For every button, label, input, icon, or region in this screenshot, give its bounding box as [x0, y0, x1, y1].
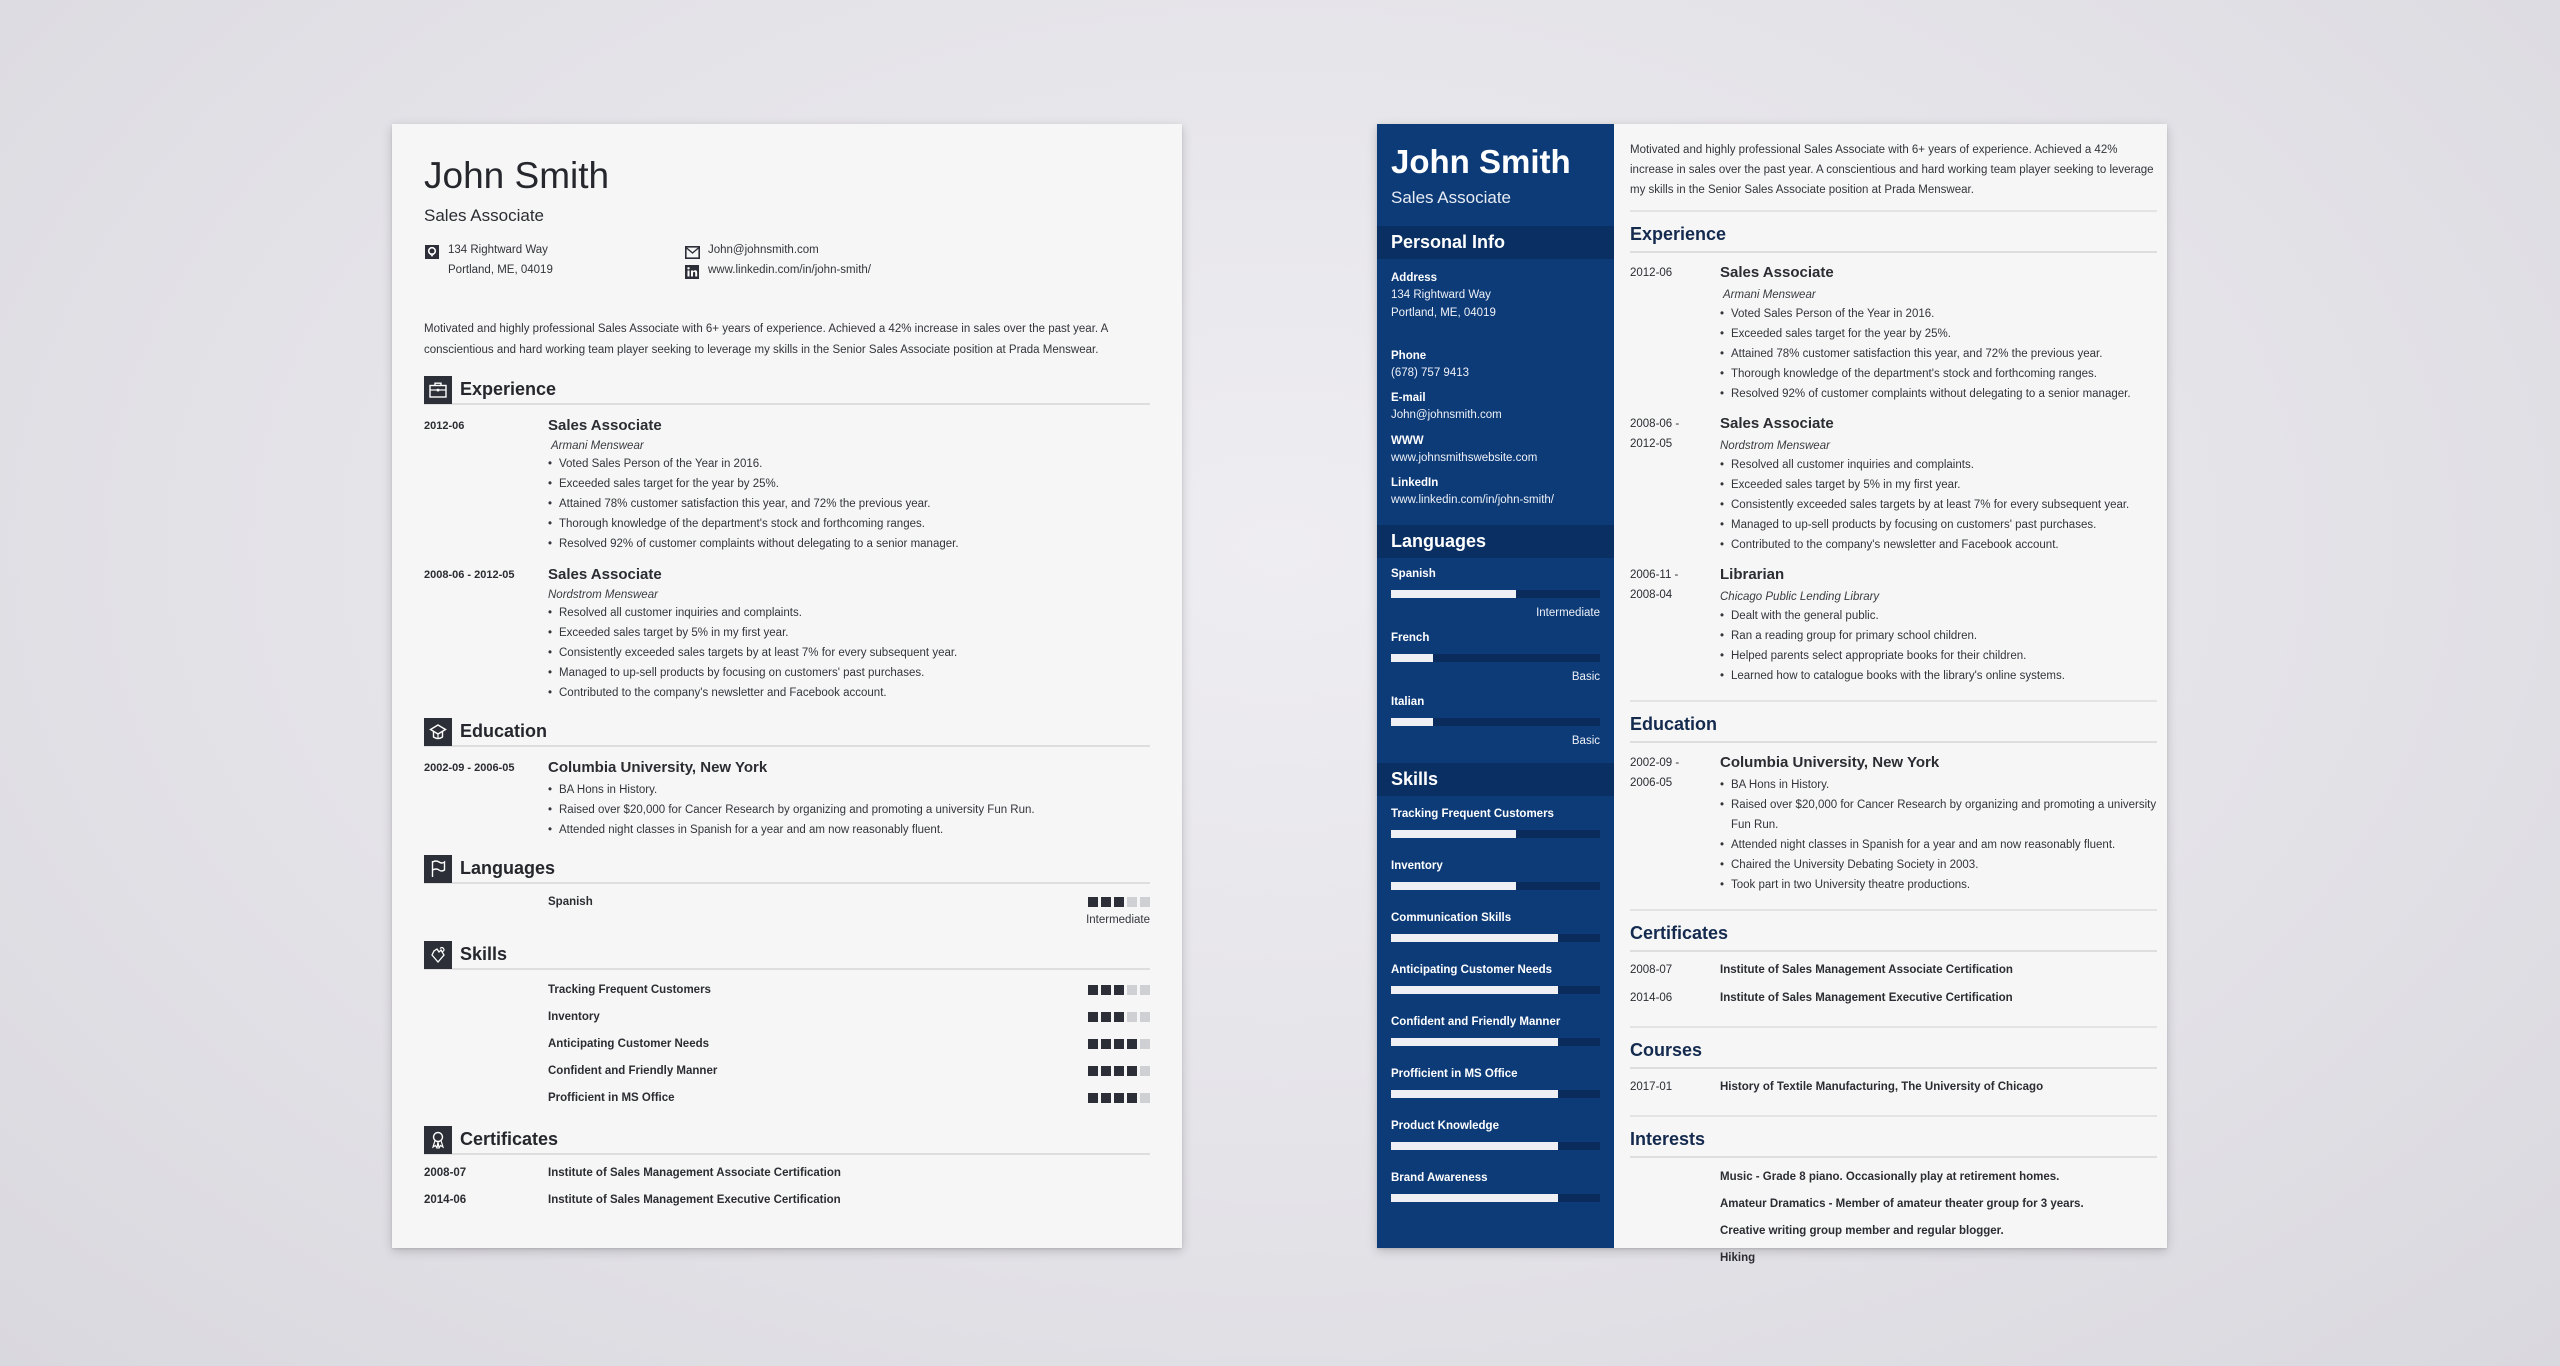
skill-item [1377, 1172, 1614, 1202]
contact-info [424, 244, 1150, 284]
skill-item [1377, 860, 1614, 890]
skill-name: Product Knowledge [1391, 1119, 1499, 1132]
skill-progress-bar [1391, 1194, 1600, 1202]
language-progress-bar [1391, 654, 1600, 662]
resume-name: John Smith [1391, 143, 1571, 180]
bullet: • Chaired the University Debating Society in 2003. [1720, 855, 2157, 875]
bullet: • Helped parents select appropriate books for their children. [1720, 646, 2157, 666]
sidebar-heading-skills: Skills [1377, 763, 1614, 796]
skill-name: Confident and Friendly Manner [548, 1064, 718, 1077]
section-experience [424, 375, 1150, 703]
skill-progress-bar [1391, 1090, 1600, 1098]
skill-name: Inventory [548, 1010, 600, 1023]
bullet: • Ran a reading group for primary school children. [1720, 626, 2157, 646]
certificate-date: 2008-07 [424, 1166, 467, 1179]
entry-org: Nordstrom Menswear [1720, 440, 1830, 452]
skill-name: Confident and Friendly Manner [1391, 1015, 1561, 1028]
interest-item: Hiking [1720, 1252, 1756, 1264]
sidebar-heading-languages: Languages [1377, 525, 1614, 558]
bullet: • Dealt with the general public. [1720, 606, 2157, 626]
certificate-name: Institute of Sales Management Executive Certification [548, 1193, 841, 1206]
section-title: Skills [460, 943, 508, 964]
language-name: Spanish [548, 896, 593, 909]
bullet: • Thorough knowledge of the department's stock and forthcoming ranges. [548, 514, 1150, 534]
language-name: French [1391, 631, 1430, 644]
certificate-item [1630, 984, 2157, 1012]
rating-4-of-5 [1088, 1093, 1150, 1103]
bullet: • Resolved all customer inquiries and complaints. [548, 603, 1150, 623]
address-line-2: Portland, ME, 04019 [448, 264, 553, 277]
skill-progress-bar [1391, 1038, 1600, 1046]
certificate-name: Institute of Sales Management Executive Certification [1720, 992, 2013, 1004]
www-label: WWW [1391, 434, 1424, 447]
skill-item [1377, 912, 1614, 942]
skill-item [1377, 964, 1614, 994]
entry-date: 2012-06 [424, 420, 465, 433]
skill-name: Tracking Frequent Customers [548, 983, 711, 996]
summary: Motivated and highly professional Sales Associate with 6+ years of experience. Achieved a 42% increase in sales over the past year. A conscientious and hard working team player seeking to leverage my skills in the Senior Sales Associate position at Prada Menswear. [1630, 144, 2154, 196]
skill-progress-bar [1391, 934, 1600, 942]
section-skills [424, 940, 1150, 1111]
interest-item: Creative writing group member and regular blogger. [1720, 1225, 2004, 1237]
skill-name: Tracking Frequent Customers [1391, 807, 1554, 820]
section-title-courses: Courses [1630, 1026, 2157, 1069]
education-entry [424, 759, 1150, 840]
skill-name: Inventory [1391, 859, 1443, 872]
interest-item: Amateur Dramatics - Member of amateur theater group for 3 years. [1720, 1198, 2084, 1210]
entry-org: Armani Menswear [1723, 289, 1816, 301]
skill-item [424, 976, 1150, 1003]
skill-progress-bar [1391, 986, 1600, 994]
bullet: • Raised over $20,000 for Cancer Research by organizing and promoting a university Fun Run. [1720, 795, 2157, 835]
phone-label: Phone [1391, 349, 1427, 362]
interest-item: Music - Grade 8 piano. Occasionally play at retirement homes. [1720, 1171, 2060, 1183]
bullet: • BA Hons in History. [1720, 775, 2157, 795]
graduation-cap-icon [424, 718, 452, 746]
bullet: • Exceeded sales target by 5% in my first year. [548, 623, 1150, 643]
skill-item [1377, 808, 1614, 838]
entry-date-start: 2008-06 - [1630, 418, 1680, 430]
section-education [424, 717, 1150, 840]
entry-role: Sales Associate [1720, 264, 1834, 281]
sidebar-heading-personal-info: Personal Info [1377, 226, 1614, 259]
entry-school: Columbia University, New York [1720, 754, 1940, 771]
section-title: Experience [460, 378, 557, 399]
entry-org: Nordstrom Menswear [548, 589, 658, 602]
bullet: • Attained 78% customer satisfaction this year, and 72% the previous year. [1720, 344, 2157, 364]
entry-date: 2002-09 - 2006-05 [424, 762, 515, 775]
resume-job-title: Sales Associate [424, 206, 545, 226]
location-pin-icon [424, 244, 440, 260]
skill-name: Profficient in MS Office [1391, 1067, 1518, 1080]
entry-date-end: 2006-05 [1630, 777, 1673, 789]
skill-item [1377, 1120, 1614, 1150]
rating-4-of-5 [1088, 1066, 1150, 1076]
skill-name: Anticipating Customer Needs [1391, 963, 1553, 976]
certificate-item [424, 1186, 1150, 1213]
linkedin-link[interactable]: www.linkedin.com/in/john-smith/ [708, 264, 871, 277]
language-name: Italian [1391, 695, 1425, 708]
language-level: Basic [1571, 670, 1600, 683]
resume-name: John Smith [424, 155, 610, 196]
flag-icon [424, 855, 452, 883]
entry-date: 2008-06 - 2012-05 [424, 569, 515, 582]
bullet: • Managed to up-sell products by focusing on customers' past purchases. [548, 663, 1150, 683]
skill-progress-bar [1391, 830, 1600, 838]
bullet: • Thorough knowledge of the department's stock and forthcoming ranges. [1720, 364, 2157, 384]
rating-3-of-5 [1088, 1012, 1150, 1022]
resume-sidebar [1377, 124, 1614, 1248]
email-link[interactable]: John@johnsmith.com [708, 244, 819, 257]
language-item [424, 892, 1150, 926]
skill-name: Communication Skills [1391, 911, 1512, 924]
language-level: Intermediate [1086, 914, 1150, 927]
skill-progress-bar [1391, 1142, 1600, 1150]
certificate-name: Institute of Sales Management Associate Certification [1720, 964, 2013, 976]
entry-role: Librarian [1720, 566, 1785, 583]
briefcase-icon [424, 376, 452, 404]
section-title-education: Education [1630, 700, 2157, 743]
skill-name: Anticipating Customer Needs [548, 1037, 710, 1050]
certificate-item [1630, 956, 2157, 984]
bullet: • Raised over $20,000 for Cancer Research by organizing and promoting a university Fun Run. [548, 800, 1150, 820]
skill-item [424, 1057, 1150, 1084]
skill-name: Profficient in MS Office [548, 1091, 675, 1104]
bullet: • Exceeded sales target for the year by 25%. [1720, 324, 2157, 344]
section-title-experience: Experience [1630, 210, 2157, 253]
skill-item [424, 1084, 1150, 1111]
entry-date-start: 2012-06 [1630, 267, 1673, 279]
bullet: • Resolved all customer inquiries and complaints. [1720, 455, 2157, 475]
skill-item [1377, 1068, 1614, 1098]
section-title-interests: Interests [1630, 1115, 2157, 1158]
address-line-2: Portland, ME, 04019 [1391, 307, 1496, 320]
experience-entry [424, 566, 1150, 703]
resume-template-sidebar[interactable] [1377, 124, 2167, 1264]
linkedin-icon [684, 264, 700, 280]
phone-value: (678) 757 9413 [1391, 366, 1470, 379]
address-line-1: 134 Rightward Way [1391, 288, 1491, 301]
rating-3-of-5 [1088, 985, 1150, 995]
section-languages [424, 854, 1150, 926]
language-level: Basic [1571, 734, 1600, 747]
linkedin-link[interactable]: www.linkedin.com/in/john-smith/ [1391, 494, 1554, 507]
bullet: • BA Hons in History. [548, 780, 1150, 800]
entry-org: Chicago Public Lending Library [1720, 591, 1880, 603]
linkedin-label: LinkedIn [1391, 477, 1439, 490]
language-level: Intermediate [1536, 606, 1600, 619]
certificate-name: Institute of Sales Management Associate Certification [548, 1166, 841, 1179]
language-item [1377, 632, 1614, 683]
bullet: • Voted Sales Person of the Year in 2016. [548, 454, 1150, 474]
bullet: • Exceeded sales target by 5% in my first year. [1720, 475, 2157, 495]
entry-date-end: 2008-04 [1630, 589, 1673, 601]
experience-entry [1630, 565, 2157, 686]
bullet: • Took part in two University theatre productions. [1720, 875, 2157, 895]
bullet: • Contributed to the company's newsletter and Facebook account. [548, 683, 1150, 703]
resume-job-title: Sales Associate [1391, 187, 1512, 207]
entry-date-start: 2002-09 - [1630, 757, 1680, 769]
skill-item [1377, 1016, 1614, 1046]
bullet: • Contributed to the company's newsletter and Facebook account. [1720, 535, 2157, 555]
email-link[interactable]: John@johnsmith.com [1391, 409, 1502, 422]
bullet: • Attended night classes in Spanish for a year and am now reasonably fluent. [1720, 835, 2157, 855]
entry-org: Armani Menswear [551, 440, 644, 453]
experience-entry [424, 417, 1150, 554]
resume-template-classic[interactable] [392, 124, 1182, 1248]
language-progress-bar [1391, 718, 1600, 726]
summary: Motivated and highly professional Sales Associate with 6+ years of experience. Achieved a 42% increase in sales over the past year. A conscientious and hard working team player seeking to leverage my skills in the Senior Sales Associate position at Prada Menswear. [424, 323, 1108, 357]
entry-date-start: 2006-11 - [1630, 569, 1679, 581]
section-title: Certificates [460, 1128, 559, 1149]
language-item [1377, 696, 1614, 747]
bullet: • Voted Sales Person of the Year in 2016. [1720, 304, 2157, 324]
certificate-item [424, 1159, 1150, 1186]
certificate-date: 2014-06 [424, 1193, 467, 1206]
bullet: • Consistently exceeded sales targets by at least 7% for every subsequent year. [1720, 495, 2157, 515]
skill-item [424, 1030, 1150, 1057]
bullet: • Attended night classes in Spanish for a year and am now reasonably fluent. [548, 820, 1150, 840]
skill-name: Brand Awareness [1391, 1171, 1488, 1184]
rating-4-of-5 [1088, 1039, 1150, 1049]
bullet: • Exceeded sales target for the year by 25%. [548, 474, 1150, 494]
email-label: E-mail [1391, 392, 1426, 405]
bullet: • Resolved 92% of customer complaints without delegating to a senior manager. [1720, 384, 2157, 404]
address-label: Address [1391, 271, 1438, 284]
course-date: 2017-01 [1630, 1081, 1673, 1093]
hand-heart-icon [424, 941, 452, 969]
website-link[interactable]: www.johnsmithswebsite.com [1391, 451, 1538, 464]
bullet: • Managed to up-sell products by focusing on customers' past purchases. [1720, 515, 2157, 535]
award-ribbon-icon [424, 1126, 452, 1154]
rating-3-of-5 [1088, 897, 1150, 907]
entry-date-end: 2012-05 [1630, 438, 1673, 450]
section-title: Education [460, 720, 548, 741]
skill-item [424, 1003, 1150, 1030]
entry-school: Columbia University, New York [548, 759, 768, 777]
language-name: Spanish [1391, 567, 1436, 580]
skill-progress-bar [1391, 882, 1600, 890]
course-item [1630, 1073, 2157, 1101]
certificate-date: 2014-06 [1630, 992, 1673, 1004]
address-line-1: 134 Rightward Way [448, 244, 548, 257]
experience-entry [1630, 263, 2157, 404]
section-title: Languages [460, 857, 556, 878]
section-title-certificates: Certificates [1630, 909, 2157, 952]
language-progress-bar [1391, 590, 1600, 598]
education-entry [1630, 753, 2157, 895]
bullet: • Attained 78% customer satisfaction this year, and 72% the previous year. [548, 494, 1150, 514]
bullet: • Consistently exceeded sales targets by at least 7% for every subsequent year. [548, 643, 1150, 663]
mail-icon [684, 244, 700, 260]
certificate-date: 2008-07 [1630, 964, 1673, 976]
bullet: • Learned how to catalogue books with the library's online systems. [1720, 666, 2157, 686]
experience-entry [1630, 414, 2157, 555]
entry-role: Sales Associate [1720, 415, 1834, 432]
entry-role: Sales Associate [548, 417, 662, 435]
resume-main [1614, 124, 2167, 1264]
entry-role: Sales Associate [548, 566, 662, 584]
language-item [1377, 568, 1614, 619]
course-name: History of Textile Manufacturing, The University of Chicago [1720, 1081, 2044, 1093]
bullet: • Resolved 92% of customer complaints without delegating to a senior manager. [548, 534, 1150, 554]
section-certificates [424, 1125, 1150, 1213]
